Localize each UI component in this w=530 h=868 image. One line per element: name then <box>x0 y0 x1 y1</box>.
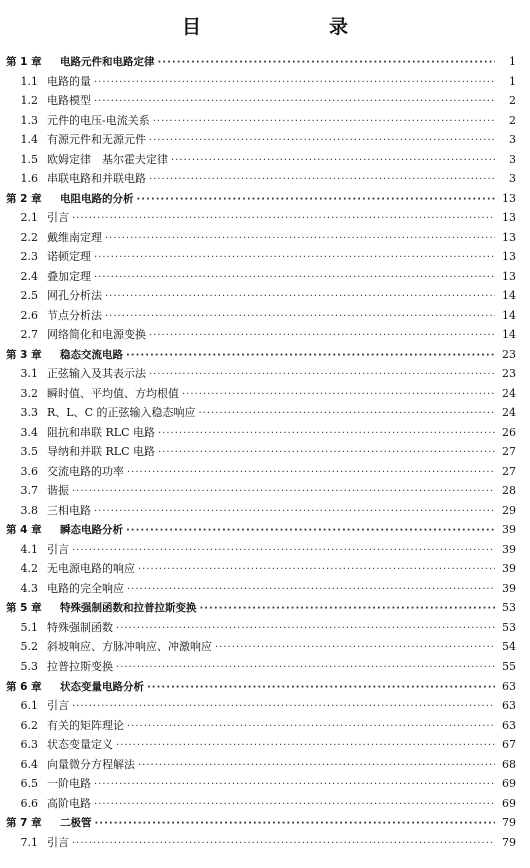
section-number: 1.3 <box>20 113 38 127</box>
chapter-number: 第 3 章 <box>6 348 42 361</box>
section-title: 有关的矩阵理论 <box>47 718 124 732</box>
dot-leader <box>171 151 495 171</box>
toc-section-entry[interactable] <box>0 91 530 111</box>
dot-leader <box>105 229 495 249</box>
section-title: 有源元件和无源元件 <box>47 133 146 147</box>
section-title: 斜坡响应、方脉冲响应、冲激响应 <box>47 640 212 654</box>
page-number: 79 <box>502 835 516 849</box>
dot-leader <box>105 287 495 307</box>
page-number: 13 <box>502 211 516 225</box>
page-number: 14 <box>502 289 516 303</box>
section-number: 1.6 <box>20 172 38 186</box>
section-number: 6.6 <box>20 796 38 810</box>
page-number: 53 <box>502 601 516 615</box>
page-number: 39 <box>502 542 516 556</box>
page-number: 53 <box>502 620 516 634</box>
chapter-number: 第 4 章 <box>6 524 42 537</box>
toc-section-entry[interactable] <box>0 423 530 443</box>
section-number: 6.1 <box>20 699 38 713</box>
dot-leader <box>158 53 496 73</box>
toc-chapter-entry[interactable] <box>0 189 530 209</box>
page-number: 69 <box>502 777 516 791</box>
page-number: 39 <box>502 562 516 576</box>
chapter-title: 特殊强制函数和拉普拉斯变换 <box>60 602 197 615</box>
dot-leader <box>72 834 495 854</box>
page-number: 55 <box>502 659 516 673</box>
section-title: 拉普拉斯变换 <box>47 659 113 673</box>
section-number: 2.1 <box>20 211 38 225</box>
page-number: 26 <box>502 425 516 439</box>
toc-section-entry[interactable] <box>0 150 530 170</box>
section-title: 向量微分方程解法 <box>47 757 135 771</box>
toc-section-entry[interactable] <box>0 325 530 345</box>
chapter-title: 电路元件和电路定律 <box>60 56 155 68</box>
section-number: 4.1 <box>20 542 38 556</box>
toc-section-entry[interactable] <box>0 364 530 384</box>
section-title: 引言 <box>47 835 69 849</box>
dot-leader <box>200 599 496 619</box>
section-title: 谐振 <box>47 484 69 498</box>
dot-leader <box>116 619 495 639</box>
page-number: 14 <box>502 328 516 342</box>
section-number: 3.6 <box>20 464 38 478</box>
dot-leader <box>182 385 495 405</box>
section-number: 2.6 <box>20 308 38 322</box>
toc-section-entry[interactable] <box>0 755 530 775</box>
dot-leader <box>138 756 495 776</box>
chapter-number: 第 5 章 <box>6 602 42 615</box>
section-title: 网络简化和电源变换 <box>47 328 146 342</box>
page-number: 1 <box>509 74 516 88</box>
dot-leader <box>158 443 495 463</box>
dot-leader <box>127 717 495 737</box>
section-title: 特殊强制函数 <box>47 620 113 634</box>
section-title: 引言 <box>47 211 69 225</box>
section-number: 1.1 <box>20 74 38 88</box>
dot-leader <box>149 365 495 385</box>
section-number: 3.4 <box>20 425 38 439</box>
toc-section-entry[interactable] <box>0 579 530 599</box>
page-number: 24 <box>502 386 516 400</box>
chapter-number: 第 2 章 <box>6 192 42 205</box>
page-number: 24 <box>502 406 516 420</box>
section-number: 3.1 <box>20 367 38 381</box>
toc-section-entry[interactable] <box>0 657 530 677</box>
dot-leader <box>105 307 495 327</box>
dot-leader <box>126 521 495 541</box>
dot-leader <box>116 736 495 756</box>
toc-section-entry[interactable] <box>0 696 530 716</box>
toc-chapter-entry[interactable] <box>0 813 530 833</box>
section-title: 交流电路的功率 <box>47 464 124 478</box>
page-number: 27 <box>502 445 516 459</box>
section-number: 2.4 <box>20 269 38 283</box>
page-number: 3 <box>509 152 516 166</box>
section-number: 2.3 <box>20 250 38 264</box>
toc-section-entry[interactable] <box>0 442 530 462</box>
dot-leader <box>149 131 495 151</box>
dot-leader <box>94 795 495 815</box>
toc-chapter-entry[interactable] <box>0 598 530 618</box>
page-number: 63 <box>502 699 516 713</box>
toc-section-entry[interactable] <box>0 267 530 287</box>
section-number: 3.3 <box>20 406 38 420</box>
section-title: 瞬时值、平均值、方均根值 <box>47 386 179 400</box>
page-number: 23 <box>502 367 516 381</box>
page-number: 3 <box>509 133 516 147</box>
dot-leader <box>94 775 495 795</box>
page-number: 23 <box>502 347 516 361</box>
toc-section-entry[interactable] <box>0 637 530 657</box>
page-number: 68 <box>502 757 516 771</box>
section-number: 3.8 <box>20 503 38 517</box>
toc-section-entry[interactable] <box>0 306 530 326</box>
dot-leader <box>95 814 496 834</box>
section-title: 叠加定理 <box>47 269 91 283</box>
toc-section-entry[interactable] <box>0 501 530 521</box>
toc-section-entry[interactable] <box>0 735 530 755</box>
section-title: 元件的电压-电流关系 <box>47 113 150 127</box>
page-number: 14 <box>502 308 516 322</box>
section-number: 5.1 <box>20 620 38 634</box>
toc-section-entry[interactable] <box>0 72 530 92</box>
dot-leader <box>94 268 495 288</box>
chapter-number: 第 1 章 <box>6 56 42 68</box>
toc-section-entry[interactable] <box>0 403 530 423</box>
section-title: 引言 <box>47 542 69 556</box>
toc-section-entry[interactable] <box>0 384 530 404</box>
toc-section-entry[interactable] <box>0 247 530 267</box>
page-number: 63 <box>502 718 516 732</box>
section-number: 1.2 <box>20 94 38 108</box>
dot-leader <box>72 209 495 229</box>
section-title: 无电源电路的响应 <box>47 562 135 576</box>
dot-leader <box>126 346 495 366</box>
page-number: 13 <box>502 269 516 283</box>
section-title: 诺顿定理 <box>47 250 91 264</box>
page-number: 1 <box>509 55 516 68</box>
dot-leader <box>137 190 496 210</box>
section-title: 阻抗和串联 RLC 电路 <box>47 425 155 439</box>
dot-leader <box>127 463 495 483</box>
page-number: 13 <box>502 250 516 264</box>
page-number: 29 <box>502 503 516 517</box>
toc-section-entry[interactable] <box>0 618 530 638</box>
dot-leader <box>94 502 495 522</box>
section-number: 7.1 <box>20 835 38 849</box>
chapter-number: 第 6 章 <box>6 680 42 693</box>
chapter-title: 电阻电路的分析 <box>60 192 134 205</box>
section-title: 三相电路 <box>47 503 91 517</box>
dot-leader <box>72 482 495 502</box>
toc-chapter-entry[interactable] <box>0 520 530 540</box>
section-number: 3.5 <box>20 445 38 459</box>
toc-section-entry[interactable] <box>0 130 530 150</box>
section-title: 戴维南定理 <box>47 230 102 244</box>
section-number: 6.2 <box>20 718 38 732</box>
page-number: 27 <box>502 464 516 478</box>
toc-section-entry[interactable] <box>0 716 530 736</box>
toc-chapter-entry[interactable] <box>0 52 530 72</box>
dot-leader <box>199 404 496 424</box>
toc-section-entry[interactable] <box>0 111 530 131</box>
dot-leader <box>147 678 495 698</box>
section-number: 1.5 <box>20 152 38 166</box>
page-number: 39 <box>502 581 516 595</box>
toc-section-entry[interactable] <box>0 559 530 579</box>
section-title: 状态变量定义 <box>47 738 113 752</box>
section-title: 导纳和并联 RLC 电路 <box>47 445 155 459</box>
page-number: 13 <box>502 230 516 244</box>
section-number: 5.2 <box>20 640 38 654</box>
toc-section-entry[interactable] <box>0 794 530 814</box>
dot-leader <box>153 112 495 132</box>
section-number: 6.3 <box>20 738 38 752</box>
section-number: 4.3 <box>20 581 38 595</box>
section-title: 节点分析法 <box>47 308 102 322</box>
page-title: 目 录 <box>181 16 378 38</box>
dot-leader <box>116 658 495 678</box>
chapter-title: 状态变量电路分析 <box>60 680 144 693</box>
dot-leader <box>72 541 495 561</box>
chapter-title: 瞬态电路分析 <box>60 524 123 537</box>
page-number: 2 <box>509 113 516 127</box>
page-number: 69 <box>502 796 516 810</box>
dot-leader <box>158 424 495 444</box>
toc-section-entry[interactable] <box>0 481 530 501</box>
toc-section-entry[interactable] <box>0 462 530 482</box>
section-title: 电路的完全响应 <box>47 581 124 595</box>
page-number: 67 <box>502 738 516 752</box>
dot-leader <box>215 638 495 658</box>
dot-leader <box>127 580 495 600</box>
section-number: 2.2 <box>20 230 38 244</box>
section-title: 电路模型 <box>47 94 91 108</box>
page-number: 63 <box>502 679 516 693</box>
section-number: 4.2 <box>20 562 38 576</box>
section-title: 电路的量 <box>47 74 91 88</box>
dot-leader <box>94 248 495 268</box>
section-title: 网孔分析法 <box>47 289 102 303</box>
section-number: 6.4 <box>20 757 38 771</box>
section-number: 1.4 <box>20 133 38 147</box>
toc-chapter-entry[interactable] <box>0 677 530 697</box>
toc-section-entry[interactable] <box>0 228 530 248</box>
dot-leader <box>94 73 495 93</box>
toc-section-entry[interactable] <box>0 286 530 306</box>
chapter-title: 稳态交流电路 <box>60 348 123 361</box>
toc-chapter-entry[interactable] <box>0 345 530 365</box>
section-number: 6.5 <box>20 777 38 791</box>
toc-section-entry[interactable] <box>0 774 530 794</box>
section-title: 一阶电路 <box>47 777 91 791</box>
section-number: 5.3 <box>20 659 38 673</box>
section-number: 3.2 <box>20 386 38 400</box>
table-of-contents <box>0 52 530 852</box>
dot-leader <box>72 697 495 717</box>
section-title: R、L、C 的正弦输入稳态响应 <box>47 406 196 420</box>
dot-leader <box>149 326 495 346</box>
toc-section-entry[interactable] <box>0 208 530 228</box>
section-title: 高阶电路 <box>47 796 91 810</box>
section-title: 串联电路和并联电路 <box>47 172 146 186</box>
section-title: 正弦输入及其表示法 <box>47 367 146 381</box>
toc-section-entry[interactable] <box>0 169 530 189</box>
page-number: 3 <box>509 172 516 186</box>
section-title: 引言 <box>47 699 69 713</box>
dot-leader <box>149 170 495 190</box>
page-number: 79 <box>502 816 516 830</box>
section-number: 2.7 <box>20 328 38 342</box>
section-number: 3.7 <box>20 484 38 498</box>
toc-section-entry[interactable] <box>0 833 530 853</box>
page-number: 28 <box>502 484 516 498</box>
toc-section-entry[interactable] <box>0 540 530 560</box>
page-number: 13 <box>502 191 516 205</box>
page-number: 2 <box>509 94 516 108</box>
dot-leader <box>138 560 495 580</box>
chapter-title: 二极管 <box>60 817 92 830</box>
dot-leader <box>94 92 495 112</box>
section-title: 欧姆定律 基尔霍夫定律 <box>47 152 168 166</box>
page-number: 54 <box>502 640 516 654</box>
section-number: 2.5 <box>20 289 38 303</box>
chapter-number: 第 7 章 <box>6 817 42 830</box>
page-number: 39 <box>502 523 516 537</box>
